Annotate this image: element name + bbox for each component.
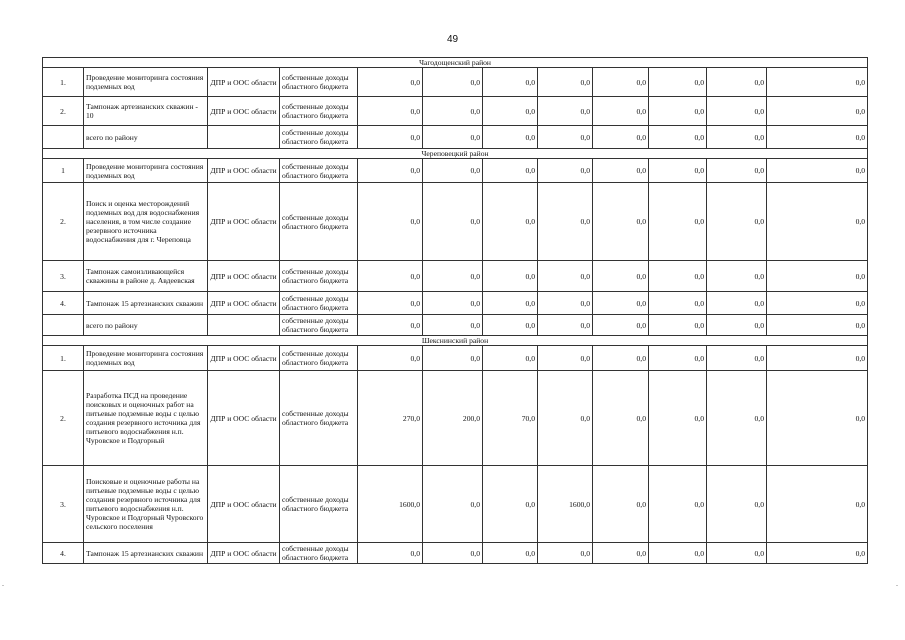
executor [208,126,280,149]
value-cell: 0,0 [593,159,649,183]
value-cell: 1600,0 [538,466,593,543]
executor: ДПР и ООС области [208,261,280,292]
value-cell: 0,0 [649,346,707,371]
executor: ДПР и ООС области [208,543,280,564]
value-cell: 0,0 [538,183,593,261]
table-row [43,97,868,126]
table-row [43,315,868,336]
row-number: 4. [43,292,84,315]
value-cell: 0,0 [423,261,483,292]
value-cell: 0,0 [358,68,423,97]
executor: ДПР и ООС области [208,466,280,543]
value-cell: 0,0 [483,126,538,149]
funding-source: собственные доходы областного бюджета [280,543,358,564]
district-name: Шекснинский район [43,336,868,346]
value-cell: 0,0 [538,315,593,336]
value-cell: 0,0 [483,346,538,371]
value-cell: 0,0 [767,261,868,292]
value-cell: 0,0 [707,346,767,371]
value-cell: 0,0 [767,126,868,149]
value-cell: 0,0 [593,261,649,292]
value-cell: 0,0 [707,292,767,315]
value-cell: 0,0 [707,466,767,543]
value-cell: 0,0 [707,159,767,183]
value-cell: 0,0 [767,315,868,336]
row-number [43,315,84,336]
value-cell: 0,0 [767,346,868,371]
value-cell: 0,0 [649,315,707,336]
value-cell: 0,0 [358,315,423,336]
value-cell: 0,0 [423,292,483,315]
table-row [43,371,868,466]
value-cell: 0,0 [423,97,483,126]
row-number: 2. [43,183,84,261]
value-cell: 0,0 [649,292,707,315]
value-cell: 0,0 [649,97,707,126]
value-cell: 0,0 [707,371,767,466]
value-cell: 0,0 [423,126,483,149]
value-cell: 0,0 [358,126,423,149]
row-number: 3. [43,261,84,292]
value-cell: 0,0 [767,97,868,126]
value-cell: 0,0 [593,543,649,564]
value-cell: 0,0 [483,261,538,292]
value-cell: 0,0 [358,543,423,564]
table-row [43,346,868,371]
value-cell: 0,0 [593,126,649,149]
value-cell: 0,0 [483,292,538,315]
value-cell: 0,0 [538,292,593,315]
value-cell: 0,0 [649,126,707,149]
value-cell: 0,0 [538,97,593,126]
value-cell: 0,0 [423,346,483,371]
value-cell: 1600,0 [358,466,423,543]
executor: ДПР и ООС области [208,371,280,466]
value-cell: 0,0 [593,292,649,315]
value-cell: 0,0 [423,543,483,564]
value-cell: 0,0 [707,97,767,126]
value-cell: 70,0 [483,371,538,466]
value-cell: 0,0 [767,466,868,543]
value-cell: 0,0 [538,346,593,371]
value-cell: 0,0 [538,371,593,466]
row-number [43,126,84,149]
value-cell: 0,0 [483,315,538,336]
page-number: 49 [446,34,459,45]
value-cell: 0,0 [538,126,593,149]
measure-name: Проведение мониторинга состояния подземных вод [84,346,208,371]
value-cell: 200,0 [423,371,483,466]
funding-source: собственные доходы областного бюджета [280,183,358,261]
value-cell: 0,0 [593,183,649,261]
table-row [43,261,868,292]
measure-name: всего по району [84,126,208,149]
value-cell: 0,0 [483,159,538,183]
funding-source: собственные доходы областного бюджета [280,159,358,183]
executor [208,315,280,336]
value-cell: 0,0 [538,543,593,564]
row-number: 2. [43,97,84,126]
value-cell: 0,0 [593,466,649,543]
value-cell: 0,0 [593,346,649,371]
value-cell: 0,0 [358,183,423,261]
table-row [43,159,868,183]
value-cell: 0,0 [707,126,767,149]
table-row [43,466,868,543]
table-row [43,292,868,315]
value-cell: 0,0 [649,466,707,543]
value-cell: 0,0 [767,68,868,97]
value-cell: 0,0 [358,292,423,315]
value-cell: 0,0 [358,159,423,183]
value-cell: 0,0 [707,543,767,564]
executor: ДПР и ООС области [208,97,280,126]
district-name: Чагодощенский район [43,58,868,68]
value-cell: 0,0 [767,292,868,315]
value-cell: 0,0 [767,159,868,183]
funding-source: собственные доходы областного бюджета [280,292,358,315]
value-cell: 0,0 [593,371,649,466]
table-row [43,126,868,149]
value-cell: 0,0 [423,466,483,543]
value-cell: 0,0 [767,371,868,466]
measure-name: Тампонаж самоизливающейся скважины в районе д. Авдеевская [84,261,208,292]
executor: ДПР и ООС области [208,346,280,371]
value-cell: 0,0 [423,68,483,97]
executor: ДПР и ООС области [208,159,280,183]
table-row [43,543,868,564]
measure-name: Разработка ПСД на проведение поисковых и оценочных работ на питьевые подземные воды с целью создания резервного источника для питьевого водоснабжения н.п. Чуровское и Подгорный [84,371,208,466]
margin-mark-right: - [896,583,898,589]
table-row [43,183,868,261]
value-cell: 0,0 [707,261,767,292]
value-cell: 0,0 [483,543,538,564]
measure-name: Тампонаж артезианских скважин - 10 [84,97,208,126]
measure-name: Поисковые и оценочные работы на питьевые подземные воды с целью создания резервного источника для питьевого водоснабжения н.п. Чуровское и Подгорный Чуровского сельского поселения [84,466,208,543]
value-cell: 0,0 [593,315,649,336]
value-cell: 0,0 [483,466,538,543]
value-cell: 0,0 [649,371,707,466]
executor: ДПР и ООС области [208,68,280,97]
value-cell: 0,0 [593,97,649,126]
value-cell: 0,0 [423,159,483,183]
value-cell: 0,0 [767,543,868,564]
measure-name: Тампонаж 15 артезианских скважин [84,292,208,315]
row-number: 1 [43,159,84,183]
row-number: 2. [43,371,84,466]
value-cell: 0,0 [593,68,649,97]
funding-source: собственные доходы областного бюджета [280,126,358,149]
budget-table [42,57,868,564]
funding-source: собственные доходы областного бюджета [280,346,358,371]
executor: ДПР и ООС области [208,183,280,261]
district-header-row [43,336,868,346]
value-cell: 0,0 [538,159,593,183]
value-cell: 0,0 [538,261,593,292]
value-cell: 0,0 [483,68,538,97]
value-cell: 0,0 [483,97,538,126]
value-cell: 0,0 [707,183,767,261]
row-number: 1. [43,346,84,371]
funding-source: собственные доходы областного бюджета [280,97,358,126]
district-header-row [43,149,868,159]
measure-name: Проведение мониторинга состояния подземных вод [84,159,208,183]
value-cell: 0,0 [538,68,593,97]
row-number: 3. [43,466,84,543]
measure-name: всего по району [84,315,208,336]
value-cell: 0,0 [649,183,707,261]
funding-source: собственные доходы областного бюджета [280,466,358,543]
funding-source: собственные доходы областного бюджета [280,261,358,292]
funding-source: собственные доходы областного бюджета [280,68,358,97]
value-cell: 0,0 [649,261,707,292]
measure-name: Проведение мониторинга состояния подземных вод [84,68,208,97]
funding-source: собственные доходы областного бюджета [280,371,358,466]
district-name: Череповецкий район [43,149,868,159]
value-cell: 0,0 [649,543,707,564]
table-row [43,68,868,97]
funding-source: собственные доходы областного бюджета [280,315,358,336]
value-cell: 0,0 [707,68,767,97]
value-cell: 0,0 [707,315,767,336]
measure-name: Тампонаж 15 артезианских скважин [84,543,208,564]
value-cell: 0,0 [358,261,423,292]
executor: ДПР и ООС области [208,292,280,315]
value-cell: 0,0 [649,159,707,183]
row-number: 1. [43,68,84,97]
row-number: 4. [43,543,84,564]
value-cell: 0,0 [358,97,423,126]
value-cell: 0,0 [483,183,538,261]
margin-mark-left: - [2,583,4,589]
value-cell: 0,0 [767,183,868,261]
value-cell: 0,0 [423,315,483,336]
value-cell: 270,0 [358,371,423,466]
value-cell: 0,0 [423,183,483,261]
measure-name: Поиск и оценка месторождений подземных вод для водоснабжения населения, в том числе создание резервного источника водоснабжения для г. Череповца [84,183,208,261]
district-header-row [43,58,868,68]
value-cell: 0,0 [649,68,707,97]
value-cell: 0,0 [358,346,423,371]
